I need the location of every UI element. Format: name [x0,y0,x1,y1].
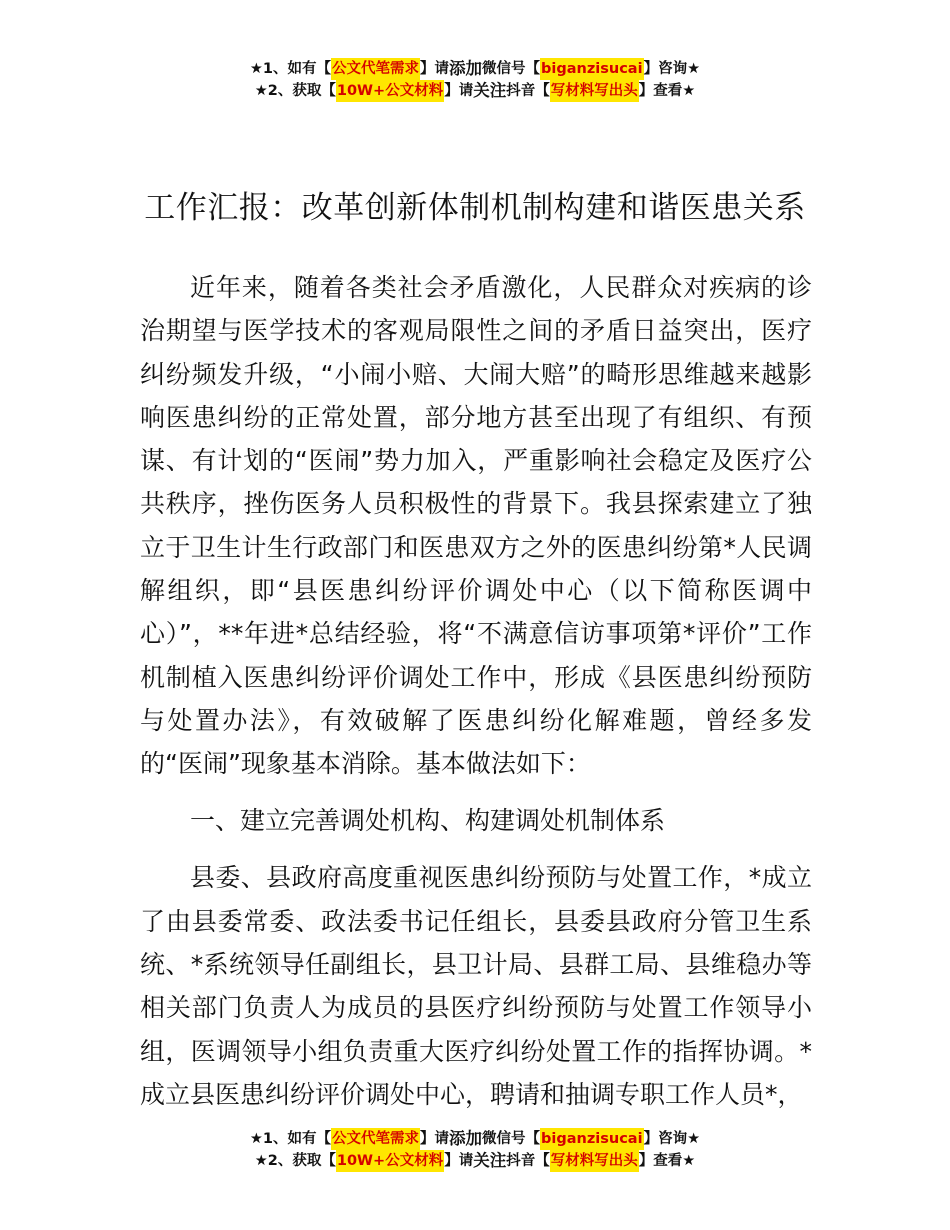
promo-text: 抖音【 [506,83,550,99]
promo-text: 微信号【 [482,61,541,77]
promo-text: 】查看★ [638,83,696,99]
promo-highlight: 10W+公文材料 [336,80,444,102]
promo-highlight: biganzisucai [540,1128,644,1150]
promo-emphasis: 添加 [449,1129,483,1148]
promo-text: ★1、如有【 [249,61,332,77]
promo-text: 抖音【 [506,1153,550,1169]
promo-emphasis: 关注 [473,1151,507,1170]
promo-highlight: 公文代笔需求 [331,58,420,80]
promo-line-2 [0,1150,950,1172]
promo-text: 】查看★ [638,1153,696,1169]
promo-line-1 [0,1128,950,1150]
promo-text: ★1、如有【 [249,1131,332,1147]
promo-text: 】咨询★ [643,1131,701,1147]
promo-highlight: 公文代笔需求 [331,1128,420,1150]
promo-emphasis: 关注 [473,81,507,100]
promo-text: 】咨询★ [643,61,701,77]
promo-highlight: 10W+公文材料 [336,1150,444,1172]
promo-text: ★2、获取【 [254,1153,336,1169]
promo-text: 】请 [420,61,450,77]
footer-promo-banner [0,1128,950,1172]
promo-text: 】请 [420,1131,450,1147]
promo-text: ★2、获取【 [254,83,336,99]
header-promo-banner [0,58,950,102]
promo-line-1 [0,58,950,80]
promo-text: 微信号【 [482,1131,541,1147]
promo-highlight: 写材料写出头 [550,1150,639,1172]
promo-highlight: 写材料写出头 [550,80,639,102]
promo-line-2 [0,80,950,102]
promo-highlight: biganzisucai [540,58,644,80]
section-heading: 一、建立完善调处机构、构建调处机制体系 [190,806,666,836]
paragraph-section-1: 县委、县政府高度重视医患纠纷预防与处置工作，*成立了由县委常委、政法委书记任组长，县委县政府分管卫生系统、*系统领导任副组长，县卫计局、县群工局、县维稳办等相关部门负责人为成员的县医疗纠纷预防与处置工作领导小组，医调领导小组负责重大医疗纠纷处置工作的指挥协调。*成立县医患纠纷评价调处中心，聘请和抽调专职工作人员*， [140,863,812,1109]
promo-text: 】请 [444,83,474,99]
document-title: 工作汇报：改革创新体制机制构建和谐医患关系 [144,189,806,226]
promo-emphasis: 添加 [449,59,483,78]
paragraph-intro: 近年来，随着各类社会矛盾激化，人民群众对疾病的诊治期望与医学技术的客观局限性之间的矛盾日益突出，医疗纠纷频发升级，“小闹小赔、大闹大赔”的畸形思维越来越影响医患纠纷的正常处置，部分地方甚至出现了有组织、有预谋、有计划的“医闹”势力加入，严重影响社会稳定及医疗公共秩序，挫伤医务人员积极性的背景下。我县探索建立了独立于卫生计生行政部门和医患双方之外的医患纠纷第*人民调解组织，即“县医患纠纷评价调处中心（以下简称医调中心）”，**年进*总结经验，将“不满意信访事项第*评价”工作机制植入医患纠纷评价调处工作中，形成《县医患纠纷预防与处置办法》，有效破解了医患纠纷化解难题，曾经多发的“医闹”现象基本消除。基本做法如下： [140,273,812,779]
promo-text: 】请 [444,1153,474,1169]
document-body [140,266,812,1116]
